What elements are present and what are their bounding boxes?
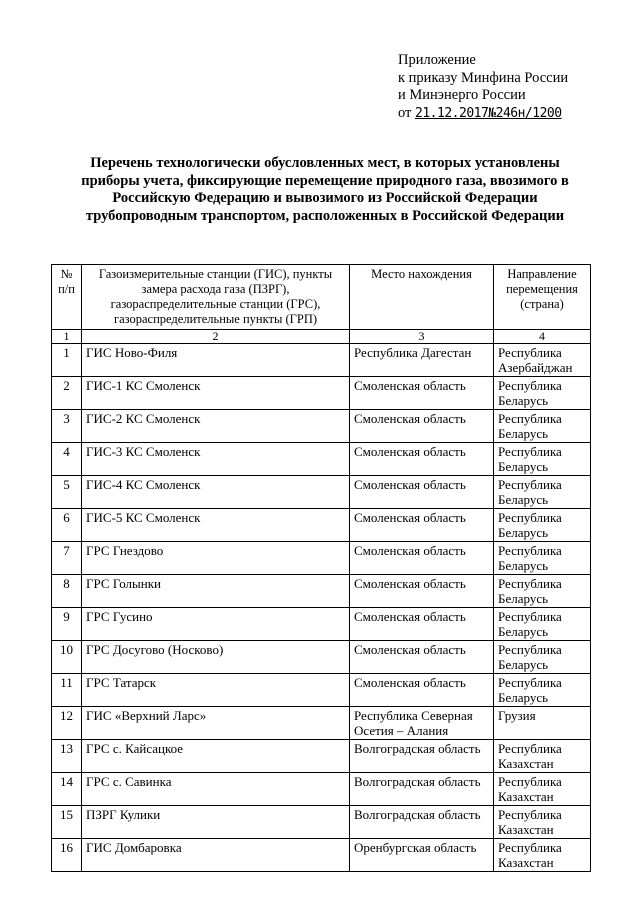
station-name: ГРС с. Кайсацкое [82,740,350,773]
station-location: Смоленская область [350,509,494,542]
row-number: 13 [52,740,82,773]
row-number: 9 [52,608,82,641]
direction-country: Республика Казахстан [494,773,591,806]
station-location: Оренбургская область [350,839,494,872]
station-location: Республика Северная Осетия – Алания [350,707,494,740]
row-number: 14 [52,773,82,806]
direction-country: Республика Азербайджан [494,344,591,377]
col-number-3: 3 [350,330,494,344]
station-location: Республика Дагестан [350,344,494,377]
direction-country: Республика Беларусь [494,443,591,476]
direction-country: Республика Беларусь [494,509,591,542]
table-row [52,740,591,773]
table-row [52,806,591,839]
table-row [52,839,591,872]
station-name: ГИС-4 КС Смоленск [82,476,350,509]
direction-country: Республика Казахстан [494,839,591,872]
station-location: Смоленская область [350,377,494,410]
table-row [52,575,591,608]
station-location: Смоленская область [350,575,494,608]
table-row [52,410,591,443]
station-name: ПЗРГ Кулики [82,806,350,839]
station-name: ГРС с. Савинка [82,773,350,806]
table-row [52,707,591,740]
document-title: Перечень технологически обусловленных мест, в которых установлены приборы учета, фиксирующие перемещение природного газа, ввозимого в Российскую Федерацию и вывозимого из Российской Федерации трубопроводным транспортом, расположенных в Российской Федерации [81,155,569,224]
table-body [52,344,591,872]
station-name: ГРС Голынки [82,575,350,608]
station-name: ГИС-2 КС Смоленск [82,410,350,443]
table-row [52,773,591,806]
table-row [52,344,591,377]
row-number: 11 [52,674,82,707]
header-location: Место нахождения [350,265,494,330]
station-name: ГРС Гнездово [82,542,350,575]
direction-country: Республика Беларусь [494,476,591,509]
row-number: 15 [52,806,82,839]
appendix-block [398,52,568,122]
direction-country: Республика Беларусь [494,608,591,641]
station-location: Смоленская область [350,608,494,641]
direction-country: Республика Беларусь [494,542,591,575]
station-location: Волгоградская область [350,773,494,806]
table-row [52,476,591,509]
station-name: ГРС Гусино [82,608,350,641]
direction-country: Республика Беларусь [494,410,591,443]
station-location: Смоленская область [350,641,494,674]
column-number-row [52,330,591,344]
station-location: Волгоградская область [350,740,494,773]
row-number: 10 [52,641,82,674]
row-number: 3 [52,410,82,443]
station-location: Смоленская область [350,443,494,476]
station-name: ГИС Ново-Филя [82,344,350,377]
station-location: Смоленская область [350,410,494,443]
direction-country: Республика Беларусь [494,377,591,410]
direction-country: Республика Беларусь [494,575,591,608]
appendix-line-2: к приказу Минфина России [398,69,569,86]
header-row [52,265,591,330]
row-number: 16 [52,839,82,872]
stations-table [51,264,591,872]
appendix-date-line [398,105,568,123]
appendix-line-1: Приложение [398,52,476,68]
header-station: Газоизмерительные станции (ГИС), пункты замера расхода газа (ПЗРГ), газораспределительные станции (ГРС), газораспределительные пункты (ГРП) [82,265,350,330]
appendix-line-3: и Минэнерго России [398,87,526,103]
row-number: 7 [52,542,82,575]
row-number: 12 [52,707,82,740]
row-number: 4 [52,443,82,476]
date-prefix: от [398,104,412,121]
header-number: № п/п [52,265,82,330]
row-number: 6 [52,509,82,542]
station-name: ГИС «Верхний Ларс» [82,707,350,740]
col-number-4: 4 [494,330,591,344]
table-row [52,674,591,707]
direction-country: Республика Казахстан [494,740,591,773]
col-number-1: 1 [52,330,82,344]
station-location: Смоленская область [350,542,494,575]
table-row [52,377,591,410]
station-name: ГИС-5 КС Смоленск [82,509,350,542]
station-name: ГИС Домбаровка [82,839,350,872]
table-row [52,608,591,641]
row-number: 1 [52,344,82,377]
direction-country: Грузия [494,707,591,740]
direction-country: Республика Казахстан [494,806,591,839]
table-row [52,542,591,575]
station-name: ГИС-1 КС Смоленск [82,377,350,410]
col-number-2: 2 [82,330,350,344]
table-row [52,443,591,476]
station-name: ГРС Досугово (Носково) [82,641,350,674]
direction-country: Республика Беларусь [494,641,591,674]
header-direction: Направление перемещения (страна) [494,265,591,330]
table-row [52,641,591,674]
row-number: 5 [52,476,82,509]
handwritten-date-number: 21.12.2017№246н/1200 [415,105,562,121]
station-name: ГРС Татарск [82,674,350,707]
station-name: ГИС-3 КС Смоленск [82,443,350,476]
table-row [52,509,591,542]
row-number: 2 [52,377,82,410]
station-location: Волгоградская область [350,806,494,839]
row-number: 8 [52,575,82,608]
station-location: Смоленская область [350,674,494,707]
station-location: Смоленская область [350,476,494,509]
direction-country: Республика Беларусь [494,674,591,707]
